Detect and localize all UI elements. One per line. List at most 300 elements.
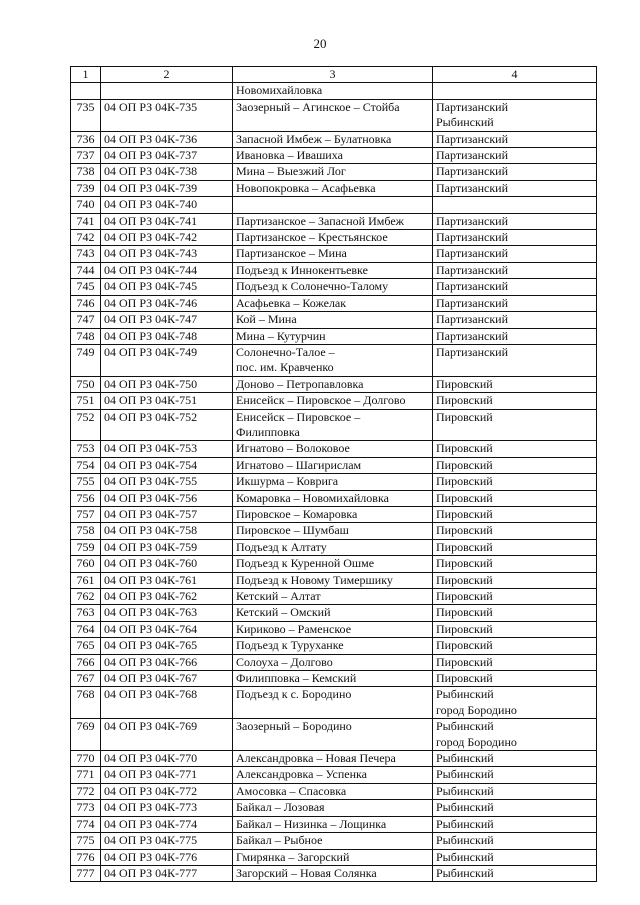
- row-number-cell: 755: [71, 474, 101, 490]
- district-cell: [433, 833, 597, 849]
- row-number-cell: 744: [71, 262, 101, 278]
- district-line: Пировский: [436, 441, 493, 456]
- district-cell: [433, 230, 597, 246]
- road-name-line: Байкал – Лозовая: [236, 800, 325, 815]
- road-name-cell: [233, 751, 433, 767]
- row-number-cell: 767: [71, 671, 101, 687]
- road-name-line: Новопокровка – Асафьевка: [236, 180, 376, 195]
- road-code-cell: 04 ОП РЗ 04К-755: [101, 474, 233, 490]
- road-name-line: Солонечно-Талое –: [236, 344, 335, 359]
- row-number-cell: 763: [71, 605, 101, 621]
- road-name-cell: [233, 99, 433, 131]
- district-cell: [433, 816, 597, 832]
- road-name-cell: [233, 539, 433, 555]
- road-name-line: Александровка – Успенка: [236, 767, 368, 782]
- district-line: Пировский: [436, 506, 493, 521]
- road-code-cell: 04 ОП РЗ 04К-740: [101, 197, 233, 213]
- table-row: [71, 751, 597, 767]
- row-number-cell: 769: [71, 719, 101, 751]
- table-row: [71, 246, 597, 262]
- road-code-cell: 04 ОП РЗ 04К-769: [101, 719, 233, 751]
- table-row: [71, 457, 597, 473]
- road-name-line: Подъезд к с. Бородино: [236, 687, 352, 702]
- road-name-cell: [233, 654, 433, 670]
- table-row: [71, 589, 597, 605]
- district-line: [436, 425, 593, 440]
- road-code-cell: 04 ОП РЗ 04К-775: [101, 833, 233, 849]
- district-line: Рыбинский: [436, 751, 494, 766]
- table-row: [71, 148, 597, 164]
- row-number-cell: 773: [71, 800, 101, 816]
- road-code-cell: 04 ОП РЗ 04К-746: [101, 295, 233, 311]
- header-col-3: 3: [233, 67, 433, 83]
- district-cell: [433, 572, 597, 588]
- table-row: [71, 279, 597, 295]
- row-number-cell: 737: [71, 148, 101, 164]
- road-name-cell: [233, 328, 433, 344]
- table-row: [71, 572, 597, 588]
- district-cell: [433, 638, 597, 654]
- road-code-cell: 04 ОП РЗ 04К-770: [101, 751, 233, 767]
- road-code-cell: [101, 83, 233, 99]
- district-cell: [433, 800, 597, 816]
- road-name-line: Мина – Кутурчин: [236, 328, 326, 343]
- road-code-cell: 04 ОП РЗ 04К-753: [101, 441, 233, 457]
- district-line: Пировский: [436, 671, 493, 686]
- district-cell: [433, 344, 597, 376]
- row-number-cell: 756: [71, 490, 101, 506]
- road-name-line: Солоуха – Долгово: [236, 654, 333, 669]
- district-cell: [433, 719, 597, 751]
- road-name-line: пос. им. Кравченко: [236, 360, 334, 375]
- road-code-cell: 04 ОП РЗ 04К-763: [101, 605, 233, 621]
- road-name-cell: [233, 457, 433, 473]
- district-cell: [433, 849, 597, 865]
- road-name-cell: [233, 230, 433, 246]
- road-name-cell: [233, 605, 433, 621]
- road-name-cell: [233, 523, 433, 539]
- table-row: [71, 865, 597, 881]
- table-row: [71, 262, 597, 278]
- district-cell: [433, 246, 597, 262]
- table-row: [71, 849, 597, 865]
- road-code-cell: 04 ОП РЗ 04К-759: [101, 539, 233, 555]
- row-number-cell: 748: [71, 328, 101, 344]
- road-name-cell: [233, 572, 433, 588]
- row-number-cell: 776: [71, 849, 101, 865]
- road-name-line: Подъезд к Куренной Ошме: [236, 556, 375, 571]
- row-number-cell: 738: [71, 164, 101, 180]
- district-cell: [433, 328, 597, 344]
- table-row: [71, 816, 597, 832]
- row-number-cell: 742: [71, 230, 101, 246]
- road-code-cell: 04 ОП РЗ 04К-758: [101, 523, 233, 539]
- row-number-cell: 739: [71, 180, 101, 196]
- district-cell: [433, 213, 597, 229]
- district-cell: [433, 621, 597, 637]
- road-name-line: Александровка – Новая Печера: [236, 751, 396, 766]
- district-line: Партизанский: [436, 230, 508, 245]
- table-row: [71, 164, 597, 180]
- district-cell: [433, 474, 597, 490]
- road-code-cell: 04 ОП РЗ 04К-765: [101, 638, 233, 654]
- header-col-4: 4: [433, 67, 597, 83]
- row-number-cell: [71, 83, 101, 99]
- road-name-cell: [233, 409, 433, 441]
- road-name-cell: [233, 556, 433, 572]
- row-number-cell: 746: [71, 295, 101, 311]
- road-name-cell: [233, 213, 433, 229]
- row-number-cell: 771: [71, 767, 101, 783]
- district-line: Рыбинский: [436, 833, 494, 848]
- road-name-line: Партизанское – Крестьянское: [236, 230, 388, 245]
- district-line: Партизанский: [436, 164, 508, 179]
- road-name-line: Подъезд к Иннокентьевке: [236, 262, 368, 277]
- table-row: [71, 131, 597, 147]
- district-line: Пировский: [436, 572, 493, 587]
- row-number-cell: 741: [71, 213, 101, 229]
- table-row: [71, 376, 597, 392]
- road-code-cell: 04 ОП РЗ 04К-738: [101, 164, 233, 180]
- row-number-cell: 753: [71, 441, 101, 457]
- road-name-line: [236, 115, 429, 130]
- road-name-line: Мина – Выезжий Лог: [236, 164, 346, 179]
- road-name-cell: [233, 148, 433, 164]
- district-line: Партизанский: [436, 328, 508, 343]
- district-cell: [433, 751, 597, 767]
- row-number-cell: 758: [71, 523, 101, 539]
- road-name-cell: [233, 783, 433, 799]
- road-name-cell: [233, 441, 433, 457]
- row-number-cell: 749: [71, 344, 101, 376]
- row-number-cell: 761: [71, 572, 101, 588]
- road-code-cell: 04 ОП РЗ 04К-774: [101, 816, 233, 832]
- district-line: Пировский: [436, 539, 493, 554]
- district-line: Пировский: [436, 474, 493, 489]
- road-name-cell: [233, 621, 433, 637]
- table-row: [71, 800, 597, 816]
- road-code-cell: 04 ОП РЗ 04К-766: [101, 654, 233, 670]
- road-code-cell: 04 ОП РЗ 04К-764: [101, 621, 233, 637]
- registry-body: [71, 83, 597, 882]
- district-line: город Бородино: [436, 734, 517, 749]
- road-name-line: Енисейск – Пировское –: [236, 409, 361, 424]
- district-line: [436, 197, 593, 212]
- row-number-cell: 760: [71, 556, 101, 572]
- district-line: Партизанский: [436, 279, 508, 294]
- header-col-2: 2: [101, 67, 233, 83]
- table-row: [71, 312, 597, 328]
- district-cell: [433, 312, 597, 328]
- road-code-cell: 04 ОП РЗ 04К-760: [101, 556, 233, 572]
- district-cell: [433, 83, 597, 99]
- district-cell: [433, 279, 597, 295]
- road-code-cell: 04 ОП РЗ 04К-745: [101, 279, 233, 295]
- district-line: Пировский: [436, 621, 493, 636]
- table-row: [71, 506, 597, 522]
- road-name-line: Заозерный – Бородино: [236, 719, 352, 734]
- table-row: [71, 621, 597, 637]
- table-row: [71, 638, 597, 654]
- table-row: [71, 671, 597, 687]
- road-name-line: Подъезд к Алтату: [236, 539, 327, 554]
- road-name-line: Подъезд к Туруханке: [236, 638, 344, 653]
- district-line: Пировский: [436, 654, 493, 669]
- district-line: Партизанский: [436, 213, 508, 228]
- road-code-cell: 04 ОП РЗ 04К-739: [101, 180, 233, 196]
- row-number-cell: 750: [71, 376, 101, 392]
- road-code-cell: 04 ОП РЗ 04К-773: [101, 800, 233, 816]
- district-cell: [433, 767, 597, 783]
- road-name-cell: [233, 474, 433, 490]
- road-name-cell: [233, 393, 433, 409]
- table-row: [71, 490, 597, 506]
- road-name-line: Игнатово – Шагирислам: [236, 457, 362, 472]
- row-number-cell: 762: [71, 589, 101, 605]
- road-name-line: [236, 703, 429, 718]
- table-row: [71, 441, 597, 457]
- row-number-cell: 745: [71, 279, 101, 295]
- row-number-cell: 743: [71, 246, 101, 262]
- table-row: [71, 180, 597, 196]
- road-name-cell: [233, 279, 433, 295]
- district-cell: [433, 441, 597, 457]
- row-number-cell: 765: [71, 638, 101, 654]
- road-name-line: Кой – Мина: [236, 312, 297, 327]
- road-name-cell: [233, 376, 433, 392]
- district-cell: [433, 539, 597, 555]
- district-cell: [433, 376, 597, 392]
- district-cell: [433, 654, 597, 670]
- table-row: [71, 230, 597, 246]
- road-code-cell: 04 ОП РЗ 04К-747: [101, 312, 233, 328]
- district-cell: [433, 131, 597, 147]
- district-cell: [433, 262, 597, 278]
- road-name-line: Игнатово – Волоковое: [236, 441, 350, 456]
- road-code-cell: 04 ОП РЗ 04К-756: [101, 490, 233, 506]
- district-cell: [433, 409, 597, 441]
- row-number-cell: 766: [71, 654, 101, 670]
- district-line: Пировский: [436, 556, 493, 571]
- road-name-line: Загорский – Новая Солянка: [236, 865, 377, 880]
- road-code-cell: 04 ОП РЗ 04К-741: [101, 213, 233, 229]
- row-number-cell: 752: [71, 409, 101, 441]
- roads-registry-table: [70, 66, 597, 882]
- road-name-cell: [233, 800, 433, 816]
- road-name-line: Доново – Петропавловка: [236, 376, 364, 391]
- table-row: [71, 605, 597, 621]
- header-col-1: 1: [71, 67, 101, 83]
- road-name-cell: [233, 833, 433, 849]
- table-row: [71, 654, 597, 670]
- road-name-line: Байкал – Низинка – Лощинка: [236, 816, 387, 831]
- road-code-cell: 04 ОП РЗ 04К-742: [101, 230, 233, 246]
- road-name-cell: [233, 816, 433, 832]
- district-line: Партизанский: [436, 131, 508, 146]
- district-cell: [433, 605, 597, 621]
- road-code-cell: 04 ОП РЗ 04К-776: [101, 849, 233, 865]
- road-code-cell: 04 ОП РЗ 04К-751: [101, 393, 233, 409]
- district-cell: [433, 865, 597, 881]
- district-cell: [433, 490, 597, 506]
- row-number-cell: 777: [71, 865, 101, 881]
- district-cell: [433, 506, 597, 522]
- table-row: [71, 783, 597, 799]
- table-row: [71, 523, 597, 539]
- road-name-line: Партизанское – Мина: [236, 246, 347, 261]
- district-line: Пировский: [436, 490, 493, 505]
- district-line: Рыбинский: [436, 783, 494, 798]
- road-name-cell: [233, 295, 433, 311]
- road-name-line: Байкал – Рыбное: [236, 833, 323, 848]
- district-line: Рыбинский: [436, 687, 494, 702]
- road-code-cell: 04 ОП РЗ 04К-735: [101, 99, 233, 131]
- road-name-cell: [233, 490, 433, 506]
- district-cell: [433, 393, 597, 409]
- road-name-line: Подъезд к Солонечно-Талому: [236, 279, 389, 294]
- road-name-cell: [233, 131, 433, 147]
- road-name-line: Филипповка – Кемский: [236, 671, 357, 686]
- road-name-cell: [233, 506, 433, 522]
- row-number-cell: 768: [71, 687, 101, 719]
- district-cell: [433, 589, 597, 605]
- district-cell: [433, 783, 597, 799]
- road-name-cell: [233, 719, 433, 751]
- table-row: [71, 344, 597, 376]
- road-code-cell: 04 ОП РЗ 04К-777: [101, 865, 233, 881]
- district-cell: [433, 99, 597, 131]
- road-code-cell: 04 ОП РЗ 04К-743: [101, 246, 233, 262]
- road-name-cell: [233, 246, 433, 262]
- road-code-cell: 04 ОП РЗ 04К-748: [101, 328, 233, 344]
- road-code-cell: 04 ОП РЗ 04К-737: [101, 148, 233, 164]
- district-line: Рыбинский: [436, 865, 494, 880]
- road-code-cell: 04 ОП РЗ 04К-771: [101, 767, 233, 783]
- road-code-cell: 04 ОП РЗ 04К-762: [101, 589, 233, 605]
- road-name-cell: [233, 589, 433, 605]
- road-name-line: Комаровка – Новомихайловка: [236, 490, 389, 505]
- table-row: [71, 833, 597, 849]
- row-number-cell: 747: [71, 312, 101, 328]
- district-line: Пировский: [436, 523, 493, 538]
- table-row: [71, 409, 597, 441]
- district-line: Пировский: [436, 409, 493, 424]
- district-line: Рыбинский: [436, 849, 494, 864]
- road-name-line: Филипповка: [236, 424, 300, 439]
- road-name-line: Пировское – Комаровка: [236, 506, 358, 521]
- road-name-line: Кириково – Раменское: [236, 621, 352, 636]
- district-line: Партизанский: [436, 262, 508, 277]
- road-name-cell: [233, 262, 433, 278]
- row-number-cell: 759: [71, 539, 101, 555]
- district-line: Пировский: [436, 376, 493, 391]
- road-name-cell: [233, 767, 433, 783]
- row-number-cell: 772: [71, 783, 101, 799]
- road-name-cell: [233, 638, 433, 654]
- row-number-cell: 735: [71, 99, 101, 131]
- row-number-cell: 754: [71, 457, 101, 473]
- row-number-cell: 740: [71, 197, 101, 213]
- road-name-cell: [233, 687, 433, 719]
- district-line: [436, 360, 593, 375]
- road-code-cell: 04 ОП РЗ 04К-752: [101, 409, 233, 441]
- road-name-line: Икшурма – Коврига: [236, 474, 339, 489]
- road-name-line: Партизанское – Запасной Имбеж: [236, 213, 404, 228]
- road-code-cell: 04 ОП РЗ 04К-761: [101, 572, 233, 588]
- district-line: Партизанский: [436, 180, 508, 195]
- district-line: Пировский: [436, 605, 493, 620]
- district-cell: [433, 164, 597, 180]
- district-cell: [433, 457, 597, 473]
- district-cell: [433, 197, 597, 213]
- row-number-cell: 774: [71, 816, 101, 832]
- road-name-line: Гмирянка – Загорский: [236, 849, 350, 864]
- table-row: [71, 393, 597, 409]
- road-name-line: Запасной Имбеж – Булатновка: [236, 131, 392, 146]
- road-code-cell: 04 ОП РЗ 04К-750: [101, 376, 233, 392]
- road-name-cell: [233, 197, 433, 213]
- table-row: [71, 295, 597, 311]
- row-number-cell: 775: [71, 833, 101, 849]
- road-code-cell: 04 ОП РЗ 04К-772: [101, 783, 233, 799]
- table-row: [71, 213, 597, 229]
- district-line: Рыбинский: [436, 719, 494, 734]
- table-row: [71, 767, 597, 783]
- table-row: [71, 539, 597, 555]
- road-name-line: Амосовка – Спасовка: [236, 783, 347, 798]
- road-name-line: Асафьевка – Кожелак: [236, 295, 347, 310]
- road-code-cell: 04 ОП РЗ 04К-754: [101, 457, 233, 473]
- road-name-line: Заозерный – Агинское – Стойба: [236, 99, 400, 114]
- road-name-cell: [233, 849, 433, 865]
- row-number-cell: 764: [71, 621, 101, 637]
- road-name-line: Енисейск – Пировское – Долгово: [236, 393, 406, 408]
- road-name-line: [236, 197, 429, 212]
- road-code-cell: 04 ОП РЗ 04К-749: [101, 344, 233, 376]
- district-line: Рыбинский: [436, 767, 494, 782]
- row-number-cell: 757: [71, 506, 101, 522]
- district-line: Рыбинский: [436, 816, 494, 831]
- road-name-line: Пировское – Шумбаш: [236, 523, 349, 538]
- road-code-cell: 04 ОП РЗ 04К-767: [101, 671, 233, 687]
- continuation-row: [71, 83, 597, 99]
- district-line: Партизанский: [436, 99, 508, 114]
- district-line: Рыбинский: [436, 800, 494, 815]
- road-name-line: Кетский – Алтат: [236, 589, 321, 603]
- road-name-cell: Новомихайловка: [233, 83, 433, 99]
- road-code-cell: 04 ОП РЗ 04К-736: [101, 131, 233, 147]
- road-name-line: [236, 735, 429, 750]
- road-code-cell: 04 ОП РЗ 04К-768: [101, 687, 233, 719]
- road-name-cell: [233, 164, 433, 180]
- district-line: город Бородино: [436, 702, 517, 717]
- road-name-line: Кетский – Омский: [236, 605, 331, 620]
- road-name-cell: [233, 180, 433, 196]
- table-row: [71, 99, 597, 131]
- road-name-cell: [233, 312, 433, 328]
- table-row: [71, 687, 597, 719]
- table-row: [71, 556, 597, 572]
- district-line: Партизанский: [436, 312, 508, 327]
- district-cell: [433, 148, 597, 164]
- district-line: Рыбинский: [436, 115, 494, 130]
- table-row: [71, 474, 597, 490]
- district-line: Партизанский: [436, 295, 508, 310]
- road-name-cell: [233, 865, 433, 881]
- road-name-line: Ивановка – Ивашиха: [236, 148, 343, 163]
- district-cell: [433, 295, 597, 311]
- road-code-cell: 04 ОП РЗ 04К-757: [101, 506, 233, 522]
